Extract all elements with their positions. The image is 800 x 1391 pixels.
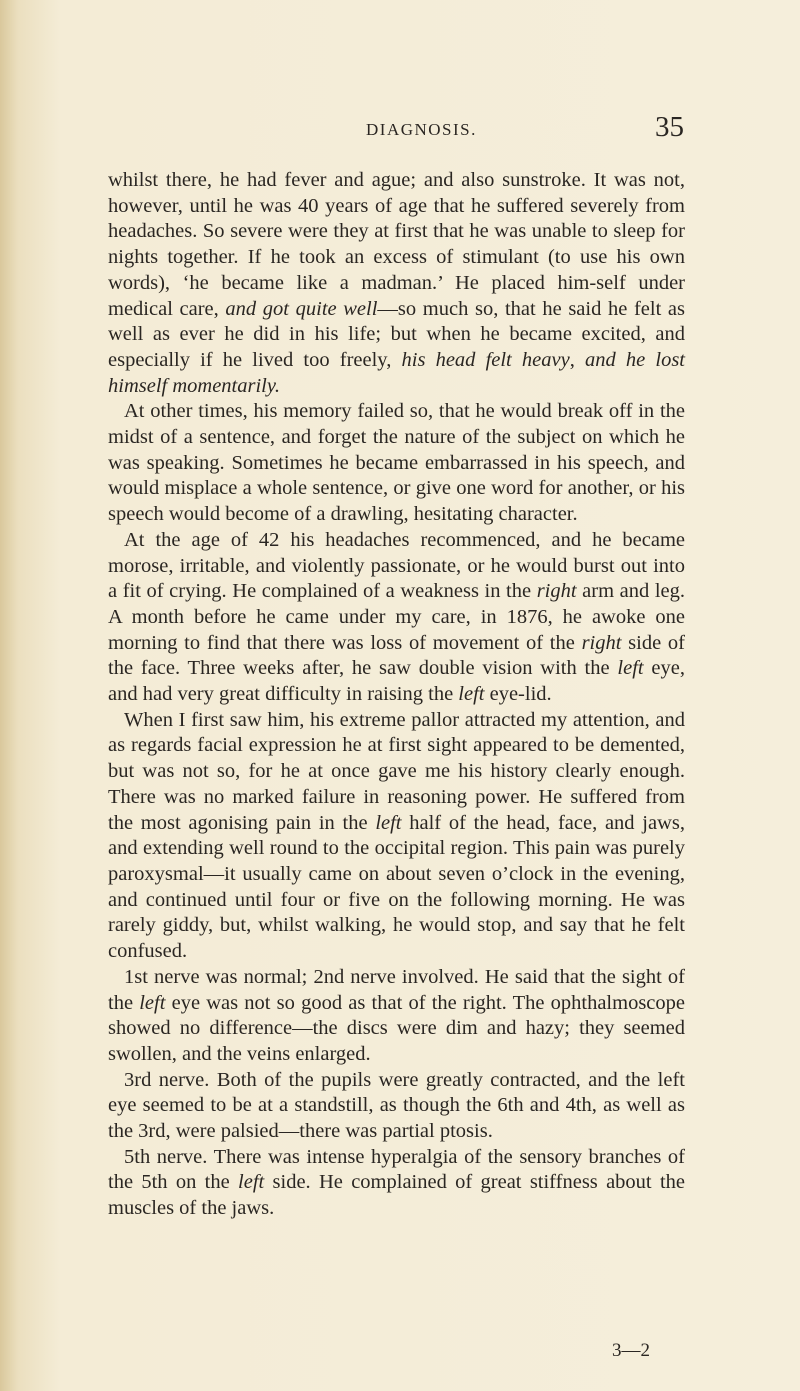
running-head xyxy=(0,112,800,146)
text-run: whilst there, he had fever and ague; and also sunstroke. It was not, however, until he was 40 years of age that he suffered severely from headaches. So severe were they at first that he was unable to sleep for nights together. If he took an excess of stimulant (to use his own words), ‘he became like a madman.’ He placed him-self under medical care, xyxy=(108,169,685,320)
text-run: At the age of 42 his headaches recommenced, and he became morose, irritable, and violently passionate, or he would burst out into a fit of crying. He complained of a weakness in the xyxy=(108,528,685,603)
text-run: side of the face. Three weeks after, he saw double vision with the xyxy=(108,631,685,680)
text-run: side. He complained of great stiffness about the muscles of the jaws. xyxy=(108,1171,685,1220)
paragraph xyxy=(108,1068,685,1145)
italic-text: left xyxy=(238,1171,265,1194)
body-text xyxy=(108,168,685,1222)
text-run: half of the head, face, and jaws, and extending well round to the occipital region. This pain was purely paroxysmal—it usually came on about seven o’clock in the evening, and continued until four or five on the following morning. He was rarely giddy, but, whilst walking, he would stop, and say that he felt confused. xyxy=(108,811,685,963)
text-run: eye-lid. xyxy=(484,683,552,706)
text-run: arm and leg. A month before he came under my care, in 1876, he awoke one morning to find that there was loss of movement of the xyxy=(108,580,686,654)
text-run: At other times, his memory failed so, that he would break off in the midst of a sentence, and forget the nature of the subject on which he was speaking. Sometimes he became embarrassed in his speech, and would misplace a whole sentence, or give one word for another, or his speech would become of a drawling, hesitating character. xyxy=(108,400,685,526)
text-run: eye, and had very great difficulty in raising the xyxy=(108,657,685,706)
page-number: 35 xyxy=(655,111,684,143)
text-run: 3rd nerve. Both of the pupils were greatly contracted, and the left eye seemed to be at a standstill, as though the 6th and 4th, as well as the 3rd, were palsied—there was partial ptosis. xyxy=(108,1068,685,1143)
italic-text: right xyxy=(581,631,622,654)
paragraph xyxy=(108,168,685,399)
italic-text: and he lost himself momentarily. xyxy=(108,348,685,397)
paragraph xyxy=(108,399,685,528)
italic-text: left xyxy=(458,683,485,706)
italic-text: right xyxy=(536,580,577,603)
italic-text: left xyxy=(617,657,644,680)
text-run: eye was not so good as that of the right. The ophthalmoscope showed no difference—the discs were dim and hazy; they seemed swollen, and the veins enlarged. xyxy=(108,991,685,1065)
text-run: , xyxy=(569,348,585,371)
signature-mark: 3—2 xyxy=(612,1340,650,1361)
text-run: 5th nerve. There was intense hyperalgia of the sensory branches of the 5th on the xyxy=(108,1145,685,1194)
italic-text: and got quite well xyxy=(225,297,378,320)
text-run: 1st nerve was normal; 2nd nerve involved. He said that the sight of the xyxy=(108,965,685,1014)
italic-text: his head felt heavy xyxy=(401,348,570,371)
text-run: When I first saw him, his extreme pallor attracted my attention, and as regards facial expression he at first sight appeared to be demented, but was not so, for he at once gave me his history clearly enough. There was no marked failure in reasoning power. He suffered from the most agonising pain in the xyxy=(108,708,685,834)
italic-text: left xyxy=(139,991,166,1014)
text-run: —so much so, that he said he felt as well as ever he did in his life; but when he became excited, and especially if he lived too freely, xyxy=(108,297,685,371)
running-title: DIAGNOSIS. xyxy=(366,120,477,139)
paragraph xyxy=(108,708,685,965)
paragraph xyxy=(108,528,685,708)
paragraph xyxy=(108,965,685,1068)
italic-text: left xyxy=(375,811,402,834)
paragraph xyxy=(108,1145,685,1222)
